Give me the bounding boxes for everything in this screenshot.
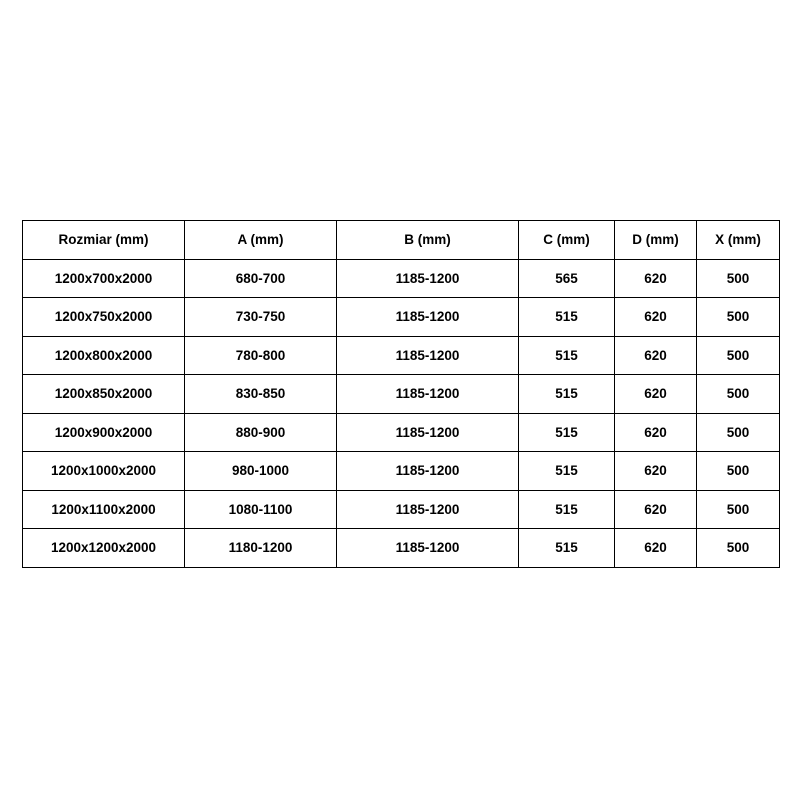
cell-d: 620 <box>615 452 697 491</box>
table-row <box>23 375 780 414</box>
column-header-b: B (mm) <box>337 221 519 260</box>
cell-x: 500 <box>697 298 780 337</box>
cell-a: 830-850 <box>185 375 337 414</box>
cell-a: 730-750 <box>185 298 337 337</box>
cell-d: 620 <box>615 529 697 568</box>
cell-c: 515 <box>519 413 615 452</box>
column-header-rozmiar: Rozmiar (mm) <box>23 221 185 260</box>
cell-b: 1185-1200 <box>337 375 519 414</box>
cell-c: 515 <box>519 298 615 337</box>
cell-a: 1180-1200 <box>185 529 337 568</box>
cell-c: 515 <box>519 336 615 375</box>
cell-b: 1185-1200 <box>337 529 519 568</box>
column-header-d: D (mm) <box>615 221 697 260</box>
cell-c: 515 <box>519 452 615 491</box>
cell-b: 1185-1200 <box>337 259 519 298</box>
cell-c: 565 <box>519 259 615 298</box>
column-header-x: X (mm) <box>697 221 780 260</box>
cell-a: 980-1000 <box>185 452 337 491</box>
cell-d: 620 <box>615 490 697 529</box>
cell-b: 1185-1200 <box>337 298 519 337</box>
cell-b: 1185-1200 <box>337 413 519 452</box>
cell-rozmiar: 1200x1200x2000 <box>23 529 185 568</box>
cell-rozmiar: 1200x1100x2000 <box>23 490 185 529</box>
table-row <box>23 490 780 529</box>
cell-d: 620 <box>615 336 697 375</box>
cell-b: 1185-1200 <box>337 452 519 491</box>
cell-x: 500 <box>697 375 780 414</box>
cell-a: 1080-1100 <box>185 490 337 529</box>
column-header-c: C (mm) <box>519 221 615 260</box>
table-body <box>23 259 780 567</box>
table-header-row <box>23 221 780 260</box>
cell-b: 1185-1200 <box>337 336 519 375</box>
cell-x: 500 <box>697 529 780 568</box>
cell-x: 500 <box>697 336 780 375</box>
cell-rozmiar: 1200x700x2000 <box>23 259 185 298</box>
table-row <box>23 298 780 337</box>
cell-x: 500 <box>697 413 780 452</box>
table-row <box>23 336 780 375</box>
table-row <box>23 413 780 452</box>
cell-d: 620 <box>615 298 697 337</box>
cell-rozmiar: 1200x850x2000 <box>23 375 185 414</box>
cell-d: 620 <box>615 413 697 452</box>
cell-rozmiar: 1200x800x2000 <box>23 336 185 375</box>
cell-rozmiar: 1200x900x2000 <box>23 413 185 452</box>
cell-d: 620 <box>615 375 697 414</box>
cell-x: 500 <box>697 490 780 529</box>
cell-c: 515 <box>519 529 615 568</box>
table-row <box>23 452 780 491</box>
cell-c: 515 <box>519 375 615 414</box>
cell-a: 880-900 <box>185 413 337 452</box>
column-header-a: A (mm) <box>185 221 337 260</box>
cell-x: 500 <box>697 259 780 298</box>
cell-a: 680-700 <box>185 259 337 298</box>
cell-rozmiar: 1200x1000x2000 <box>23 452 185 491</box>
size-specification-table <box>22 220 780 568</box>
table-header <box>23 221 780 260</box>
cell-rozmiar: 1200x750x2000 <box>23 298 185 337</box>
cell-a: 780-800 <box>185 336 337 375</box>
cell-d: 620 <box>615 259 697 298</box>
cell-b: 1185-1200 <box>337 490 519 529</box>
table-row <box>23 259 780 298</box>
cell-c: 515 <box>519 490 615 529</box>
table-row <box>23 529 780 568</box>
spec-table-container <box>22 220 779 568</box>
cell-x: 500 <box>697 452 780 491</box>
